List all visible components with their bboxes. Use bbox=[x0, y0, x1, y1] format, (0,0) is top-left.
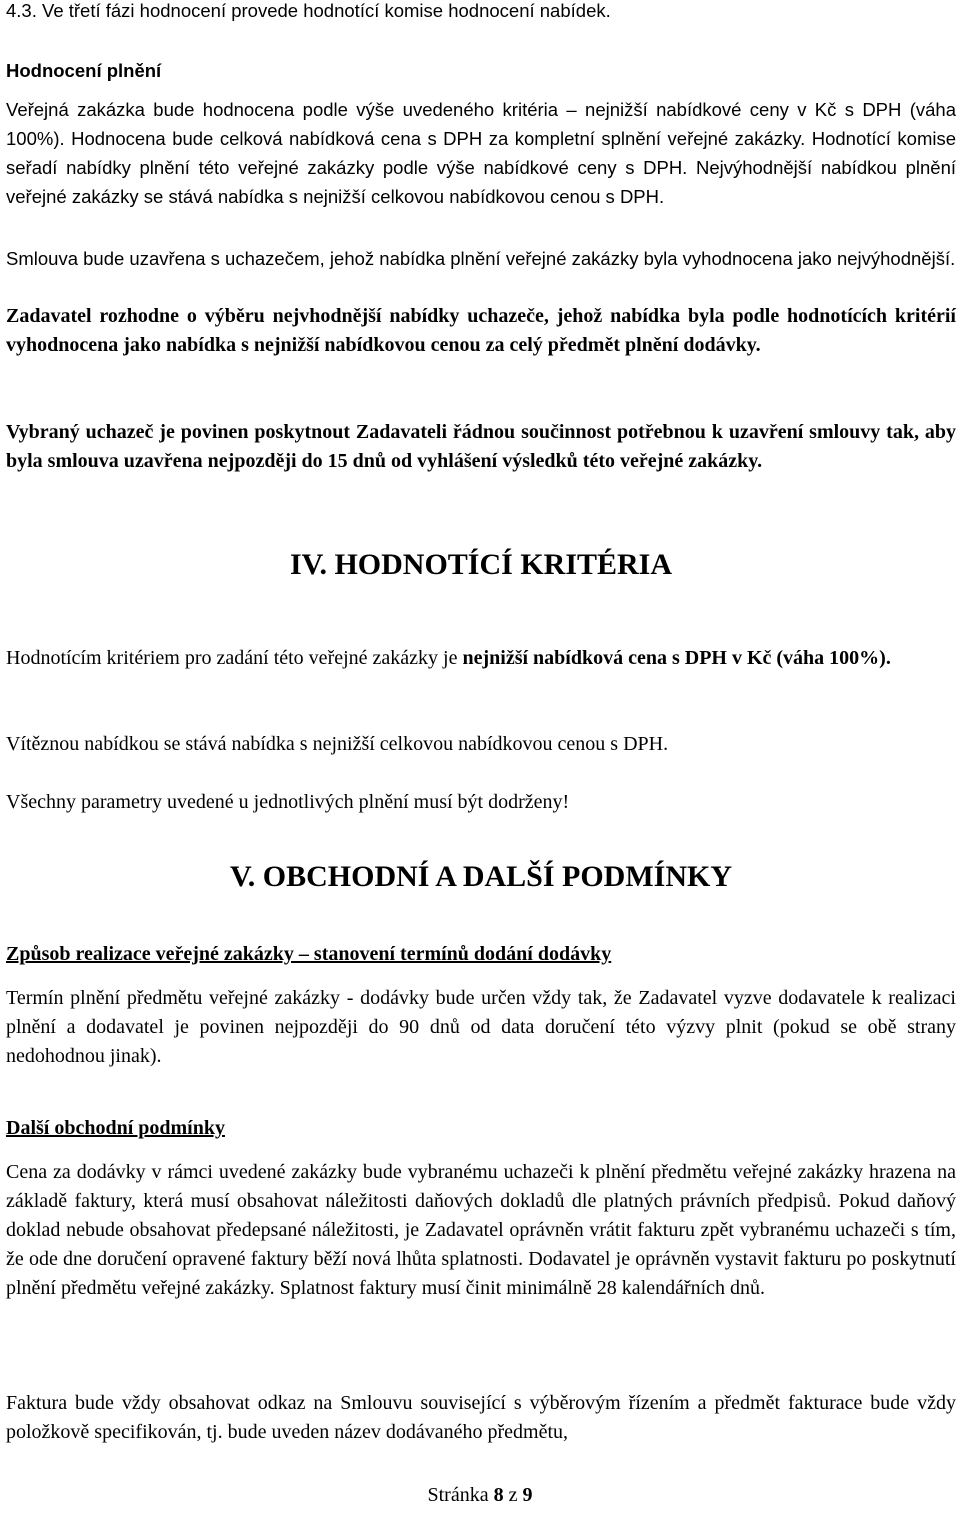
page-label: Stránka bbox=[427, 1484, 494, 1506]
paragraph-smlouva: Smlouva bude uzavřena s uchazečem, jehož nabídka plnění veřejné zakázky byla vyhodnocena jako nejvýhodnější. bbox=[6, 248, 956, 269]
subheading-dalsi-podminky: Další obchodní podmínky bbox=[6, 1117, 225, 1139]
page-total: 9 bbox=[522, 1484, 533, 1506]
page-current: 8 bbox=[493, 1484, 504, 1506]
paragraph-parametry: Všechny parametry uvedené u jednotlivých plnění musí být dodrženy! bbox=[6, 791, 570, 813]
subheading-zpusob-realizace: Způsob realizace veřejné zakázky – stanovení termínů dodání dodávky bbox=[6, 943, 612, 965]
paragraph-vybrany-uchazec: Vybraný uchazeč je povinen poskytnout Zadavateli řádnou součinnost potřebnou k uzavření smlouvy tak, aby byla smlouva uzavřena nejpozději do 15 dnů od vyhlášení výsledků této veřejné zakázky. bbox=[6, 421, 956, 472]
paragraph-hodnoceni: Veřejná zakázka bude hodnocena podle výše uvedeného kritéria – nejnižší nabídkové ceny v Kč s DPH (váha 100%). Hodnocena bude celková nabídková cena s DPH za kompletní splnění veřejné zakázky. Hodnotící komise seřadí nabídky plnění této veřejné zakázky podle výše nabídkové ceny s DPH. Nejvýhodnější nabídkou plnění veřejné zakázky se stává nabídka s nejnižší celkovou nabídkovou cenou s DPH. bbox=[6, 99, 956, 207]
paragraph-hodnotici-kriterium bbox=[6, 644, 956, 673]
section-4-3-heading: 4.3. Ve třetí fázi hodnocení provede hodnotící komise hodnocení nabídek. bbox=[6, 0, 611, 21]
paragraph-faktura: Faktura bude vždy obsahovat odkaz na Smlouvu související s výběrovým řízením a předmět fakturace bude vždy položkově specifikován, tj. bude uveden název dodávaného předmětu, bbox=[6, 1392, 956, 1443]
criterion-text: Hodnotícím kritériem pro zadání této veřejné zakázky je bbox=[6, 647, 463, 669]
section-iv-title: IV. HODNOTÍCÍ KRITÉRIA bbox=[289, 548, 673, 581]
page-separator: z bbox=[503, 1484, 523, 1506]
subheading-hodnoceni-plneni: Hodnocení plnění bbox=[6, 60, 162, 81]
section-v-title: V. OBCHODNÍ A DALŠÍ PODMÍNKY bbox=[229, 860, 733, 893]
paragraph-cena-za-dodavky: Cena za dodávky v rámci uvedené zakázky bude vybranému uchazeči k plnění předmětu veřejné zakázky hrazena na základě faktury, která musí obsahovat náležitosti daňových dokladů dle platných právních předpisů. Pokud daňový doklad nebude obsahovat předepsané náležitosti, je Zadavatel oprávněn vrátit fakturu zpět vybranému uchazeči s tím, že ode dne doručení opravené faktury běží nová lhůta splatnosti. Dodavatel je oprávněn vystavit fakturu po poskytnutí plnění předmětu veřejné zakázky. Splatnost faktury musí činit minimálně 28 kalendářních dnů. bbox=[6, 1161, 956, 1299]
paragraph-zadavatel-rozhodne: Zadavatel rozhodne o výběru nejvhodnější nabídky uchazeče, jehož nabídka byla podle hodnotících kritérií vyhodnocena jako nabídka s nejnižší nabídkovou cenou za celý předmět plnění dodávky. bbox=[6, 305, 956, 356]
paragraph-termin-plneni: Termín plnění předmětu veřejné zakázky - dodávky bude určen vždy tak, že Zadavatel vyzve dodavatele k realizaci plnění a dodavatel je povinen nejpozději do 90 dnů od data doručení této výzvy plnit (pokud se obě strany nedohodnou jinak). bbox=[6, 987, 956, 1067]
criterion-bold: nejnižší nabídková cena s DPH v Kč (váha 100%). bbox=[462, 647, 891, 669]
page-footer bbox=[0, 1484, 960, 1507]
paragraph-vitezna-nabidka: Vítěznou nabídkou se stává nabídka s nejnižší celkovou nabídkovou cenou s DPH. bbox=[6, 733, 669, 755]
